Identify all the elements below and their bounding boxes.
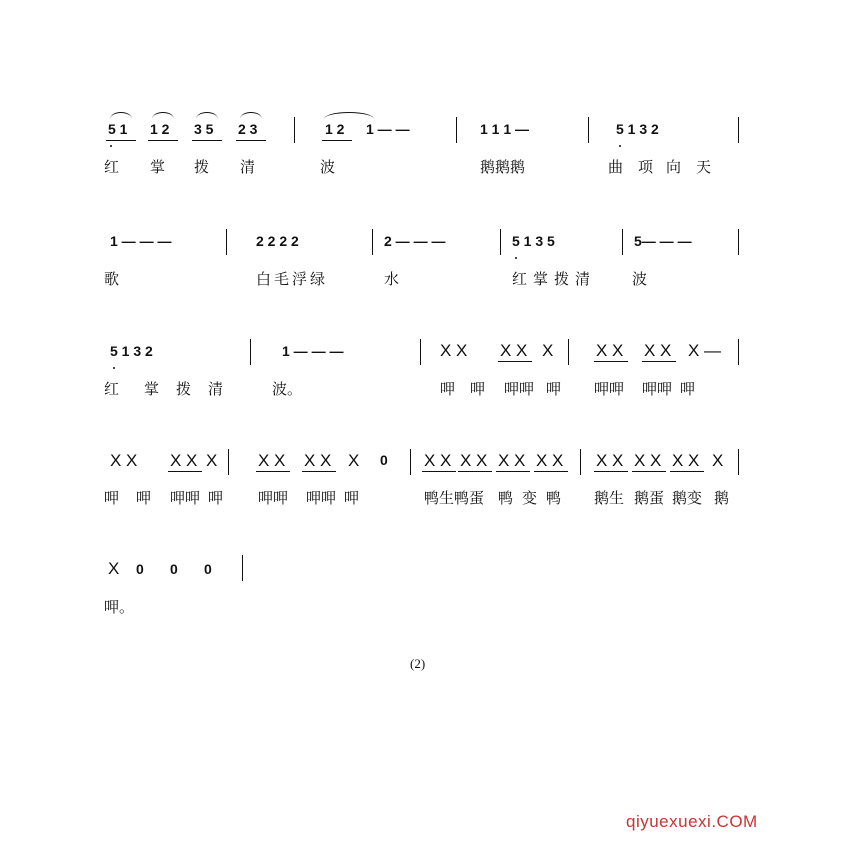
lyric: 清 — [208, 380, 224, 398]
note-group: 5 1 3 2 — [616, 121, 659, 137]
lyric: 呷 — [546, 380, 562, 398]
note-group: X X — [424, 451, 452, 470]
note-group: 0 — [380, 452, 388, 468]
lyric: 呷呷 — [258, 489, 289, 507]
beam-underline — [594, 471, 628, 472]
bar-line — [622, 229, 623, 255]
beam-underline — [496, 471, 530, 472]
note-group: 1 — — — — [110, 233, 172, 249]
note-group: 5 1 — [108, 121, 128, 137]
lyric: 呷呷 — [306, 489, 337, 507]
beam-underline — [106, 140, 136, 141]
note-group: X — [712, 451, 724, 470]
lyric: 呷呷 — [170, 489, 201, 507]
lyric: 拨 — [194, 158, 210, 176]
note-group: X X — [440, 341, 468, 360]
note-group: X X — [536, 451, 564, 470]
lyric: 掌 — [144, 380, 160, 398]
note-group: X — — [688, 341, 722, 360]
lyric: 呷 — [680, 380, 696, 398]
note-group: X X — [634, 451, 662, 470]
bar-line — [420, 339, 421, 365]
bar-line — [228, 449, 229, 475]
low-octave-dot — [619, 145, 621, 147]
note-group: 2 2 2 2 — [256, 233, 299, 249]
lyric: 鹅 — [714, 489, 730, 507]
lyric: 鹅鹅鹅 — [480, 158, 526, 176]
watermark-logo: qiyuexuexi.COM — [626, 812, 758, 831]
note-group: X X — [672, 451, 700, 470]
note-group: 1 1 1 — — [480, 121, 530, 137]
note-group: X X — [500, 341, 528, 360]
note-group: X X — [258, 451, 286, 470]
slur-mark — [110, 112, 132, 119]
lyric: 呷 — [470, 380, 486, 398]
beam-underline — [322, 140, 352, 141]
lyric: 鹅蛋 — [634, 489, 665, 507]
lyric: 呷 — [136, 489, 152, 507]
note-group: 5 1 3 5 — [512, 233, 555, 249]
bar-line — [738, 229, 739, 255]
lyric: 红 — [104, 380, 120, 398]
note-group: 1 — — — — [282, 343, 344, 359]
lyric: 红掌拨清 — [512, 270, 597, 288]
lyric: 鸭 — [498, 489, 514, 507]
note-group: X — [108, 559, 120, 578]
lyric: 拨 — [176, 380, 192, 398]
lyric: 鸭生鸭蛋 — [424, 489, 485, 507]
beam-underline — [168, 471, 202, 472]
note-group: 5 1 3 2 — [110, 343, 153, 359]
beam-underline — [236, 140, 266, 141]
bar-line — [588, 117, 589, 143]
lyric: 红 — [104, 158, 120, 176]
beam-underline — [670, 471, 704, 472]
slur-mark — [240, 112, 262, 119]
slur-mark — [324, 112, 374, 119]
beam-underline — [594, 361, 628, 362]
slur-mark — [152, 112, 174, 119]
beam-underline — [534, 471, 568, 472]
beam-underline — [642, 361, 676, 362]
note-group: 2 — — — — [384, 233, 446, 249]
beam-underline — [192, 140, 222, 141]
bar-line — [580, 449, 581, 475]
bar-line — [738, 117, 739, 143]
beam-underline — [256, 471, 290, 472]
note-group: 5— — — — [634, 233, 692, 249]
lyric: 波 — [632, 270, 648, 288]
slur-mark — [196, 112, 218, 119]
note-group: 2 3 — [238, 121, 258, 137]
note-group: X X — [596, 341, 624, 360]
lyric: 呷。 — [104, 598, 135, 616]
low-octave-dot — [515, 257, 517, 259]
low-octave-dot — [110, 145, 112, 147]
beam-underline — [302, 471, 336, 472]
note-group: X — [542, 341, 554, 360]
beam-underline — [422, 471, 456, 472]
lyric: 呷 — [440, 380, 456, 398]
beam-underline — [632, 471, 666, 472]
note-group: X X — [596, 451, 624, 470]
note-group: 0 — [170, 561, 178, 577]
lyric: 变 — [522, 489, 538, 507]
lyric: 鹅变 — [672, 489, 703, 507]
bar-line — [738, 339, 739, 365]
bar-line — [738, 449, 739, 475]
note-group: 1 2 — [150, 121, 170, 137]
note-group: X X — [460, 451, 488, 470]
lyric: 掌 — [150, 158, 166, 176]
bar-line — [250, 339, 251, 365]
beam-underline — [148, 140, 178, 141]
lyric: 波。 — [272, 380, 303, 398]
bar-line — [456, 117, 457, 143]
lyric: 呷 — [344, 489, 360, 507]
note-group: X X — [644, 341, 672, 360]
lyric: 歌 — [104, 270, 120, 288]
lyric: 天 — [696, 158, 712, 176]
bar-line — [226, 229, 227, 255]
bar-line — [500, 229, 501, 255]
note-group: X X — [498, 451, 526, 470]
note-group: 1 — — — [366, 121, 410, 137]
bar-line — [410, 449, 411, 475]
beam-underline — [458, 471, 492, 472]
bar-line — [568, 339, 569, 365]
note-group: 0 — [204, 561, 212, 577]
lyric: 鸭 — [546, 489, 562, 507]
note-group: 1 2 — [325, 121, 345, 137]
note-group: X X — [170, 451, 198, 470]
beam-underline — [498, 361, 532, 362]
lyric: 水 — [384, 270, 400, 288]
lyric: 清 — [240, 158, 256, 176]
note-group: X — [348, 451, 360, 470]
note-group: X X — [304, 451, 332, 470]
bar-line — [242, 555, 243, 581]
lyric: 呷呷 — [504, 380, 535, 398]
lyric: 呷 — [208, 489, 224, 507]
bar-line — [294, 117, 295, 143]
note-group: X — [206, 451, 218, 470]
note-group: 0 — [136, 561, 144, 577]
lyric: 项 — [638, 158, 654, 176]
lyric: 鹅生 — [594, 489, 625, 507]
lyric: 白毛浮绿 — [256, 270, 329, 288]
lyric: 呷 — [104, 489, 120, 507]
page-number: (2) — [410, 656, 426, 671]
note-group: 3 5 — [194, 121, 214, 137]
low-octave-dot — [113, 367, 115, 369]
lyric: 波 — [320, 158, 336, 176]
bar-line — [372, 229, 373, 255]
lyric: 向 — [666, 158, 682, 176]
lyric: 呷呷 — [642, 380, 673, 398]
lyric: 呷呷 — [594, 380, 625, 398]
note-group: X X — [110, 451, 138, 470]
lyric: 曲 — [608, 158, 624, 176]
